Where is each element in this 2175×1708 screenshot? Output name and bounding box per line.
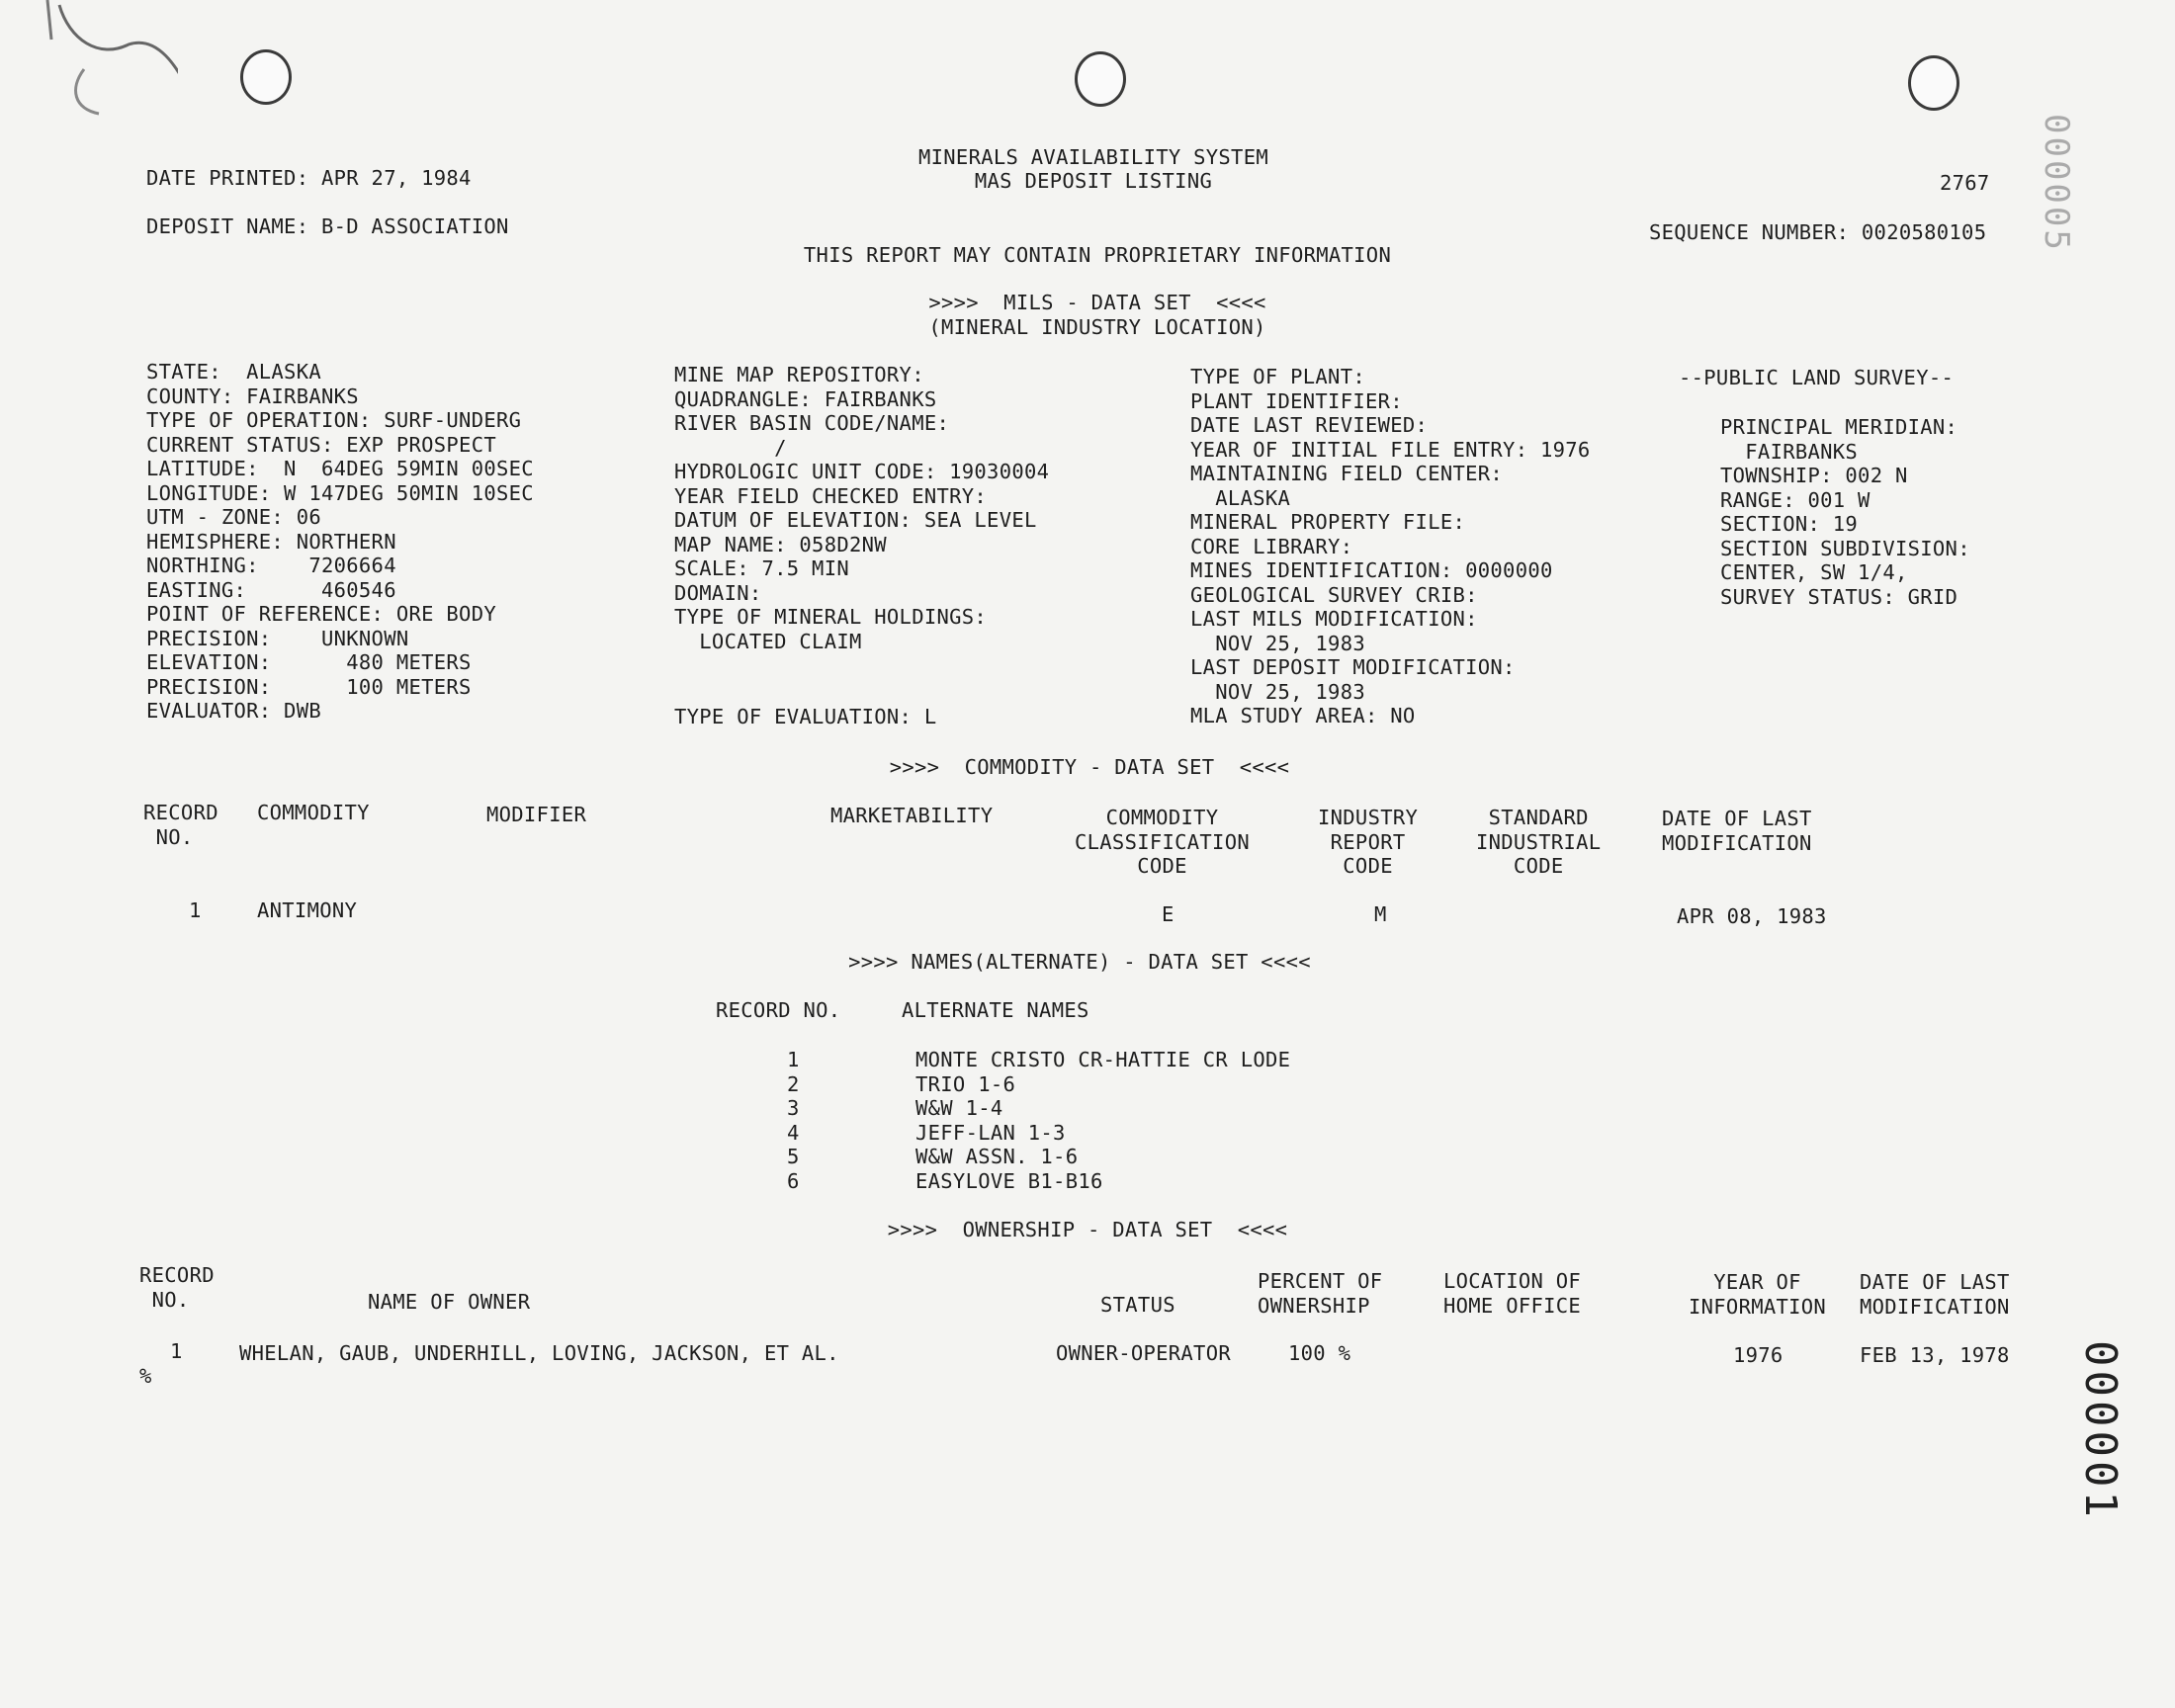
frame-stamp-top: 000005 xyxy=(2037,114,2076,253)
mils-field: PRINCIPAL MERIDIAN: xyxy=(1720,415,1958,439)
mils-field: MINERAL PROPERTY FILE: xyxy=(1190,510,1466,534)
mils-field: QUADRANGLE: FAIRBANKS xyxy=(674,386,937,411)
names-title: >>>> NAMES(ALTERNATE) - DATA SET <<<< xyxy=(848,950,1311,974)
ownership-header-date: DATE OF LAST MODIFICATION xyxy=(1860,1270,2010,1319)
mils-field: YEAR FIELD CHECKED ENTRY: xyxy=(674,483,988,508)
deposit-name: DEPOSIT NAME: B-D ASSOCIATION xyxy=(146,214,509,238)
punch-hole-right xyxy=(1908,55,1959,111)
commodity-classification: E xyxy=(1162,902,1174,926)
alternate-name-number: 3 xyxy=(787,1096,800,1120)
mils-field: SCALE: 7.5 MIN xyxy=(674,556,849,580)
mils-field: LATITUDE: N 64DEG 59MIN 00SEC xyxy=(146,457,534,480)
alternate-name-number: 2 xyxy=(787,1071,800,1096)
alternate-name: JEFF-LAN 1-3 xyxy=(915,1120,1066,1145)
names-header-names: ALTERNATE NAMES xyxy=(902,998,1089,1022)
sequence-number: SEQUENCE NUMBER: 0020580105 xyxy=(1649,220,1987,244)
ownership-header-owner: NAME OF OWNER xyxy=(368,1290,531,1314)
mils-field: SURVEY STATUS: GRID xyxy=(1720,584,1958,609)
mils-field: NOV 25, 1983 xyxy=(1190,679,1365,704)
date-printed: DATE PRINTED: APR 27, 1984 xyxy=(146,166,472,190)
mils-field: POINT OF REFERENCE: ORE BODY xyxy=(146,602,496,626)
corner-scribble xyxy=(40,0,178,128)
mils-field: MAP NAME: 058D2NW xyxy=(674,532,887,556)
commodity-name: ANTIMONY xyxy=(257,898,358,922)
mils-field: TOWNSHIP: 002 N xyxy=(1720,464,1908,487)
proprietary-notice: THIS REPORT MAY CONTAIN PROPRIETARY INFORMATION xyxy=(803,243,1392,267)
mils-field: CORE LIBRARY: xyxy=(1190,534,1353,558)
mils-field: GEOLOGICAL SURVEY CRIB: xyxy=(1190,582,1478,607)
ownership-date: FEB 13, 1978 xyxy=(1860,1343,2010,1367)
commodity-header-sic: STANDARD INDUSTRIAL CODE xyxy=(1476,806,1602,878)
listing-title: MAS DEPOSIT LISTING xyxy=(974,169,1213,193)
mils-field: PRECISION: 100 METERS xyxy=(146,674,472,699)
mils-field: UTM - ZONE: 06 xyxy=(146,505,321,529)
mils-field: MLA STUDY AREA: NO xyxy=(1190,704,1416,727)
mils-field: / xyxy=(674,435,787,460)
mils-field: SECTION SUBDIVISION: xyxy=(1720,536,1970,560)
commodity-header-industry: INDUSTRY REPORT CODE xyxy=(1318,806,1419,878)
mils-field: RANGE: 001 W xyxy=(1720,487,1870,512)
mils-field: YEAR OF INITIAL FILE ENTRY: 1976 xyxy=(1190,437,1591,462)
mils-title: >>>> MILS - DATA SET <<<< xyxy=(928,291,1266,314)
alternate-name: W&W 1-4 xyxy=(915,1096,1003,1120)
public-land-survey-title: --PUBLIC LAND SURVEY-- xyxy=(1679,366,1955,389)
ownership-header-record: RECORD NO. xyxy=(139,1263,215,1312)
mils-field: SECTION: 19 xyxy=(1720,512,1859,536)
mils-field: MAINTAINING FIELD CENTER: xyxy=(1190,462,1504,485)
mils-field: FAIRBANKS xyxy=(1720,439,1859,464)
alternate-name: MONTE CRISTO CR-HATTIE CR LODE xyxy=(915,1048,1291,1071)
mils-field: EVALUATOR: DWB xyxy=(146,699,321,723)
ownership-percent: 100 % xyxy=(1288,1341,1351,1365)
ownership-year: 1976 xyxy=(1733,1343,1784,1367)
mils-subtitle: (MINERAL INDUSTRY LOCATION) xyxy=(928,315,1266,339)
alternate-name-number: 6 xyxy=(787,1168,800,1193)
ownership-header-year: YEAR OF INFORMATION xyxy=(1689,1270,1827,1319)
alternate-name: TRIO 1-6 xyxy=(915,1071,1016,1096)
frame-stamp-bottom: 000001 xyxy=(2075,1340,2126,1521)
mils-field: DATE LAST REVIEWED: xyxy=(1190,413,1429,437)
mils-field: TYPE OF MINERAL HOLDINGS: xyxy=(674,605,988,629)
mils-field: LOCATED CLAIM xyxy=(674,629,862,653)
system-title: MINERALS AVAILABILITY SYSTEM xyxy=(918,145,1268,169)
mils-field: HEMISPHERE: NORTHERN xyxy=(146,529,396,554)
mils-field: TYPE OF PLANT: xyxy=(1190,365,1365,388)
alternate-name-number: 1 xyxy=(787,1048,800,1071)
mils-field: MINES IDENTIFICATION: 0000000 xyxy=(1190,558,1553,582)
commodity-date: APR 08, 1983 xyxy=(1677,904,1827,928)
mils-field: COUNTY: FAIRBANKS xyxy=(146,384,359,408)
mils-field: LAST DEPOSIT MODIFICATION: xyxy=(1190,655,1516,679)
mils-field: MINE MAP REPOSITORY: xyxy=(674,363,924,386)
punch-hole-left xyxy=(240,49,292,105)
trailing-percent-mark: % xyxy=(139,1364,152,1388)
mils-field: LAST MILS MODIFICATION: xyxy=(1190,607,1478,631)
mils-field: TYPE OF OPERATION: SURF-UNDERG xyxy=(146,408,522,432)
mils-field: TYPE OF EVALUATION: L xyxy=(674,705,937,728)
mils-field: DOMAIN: xyxy=(674,580,762,605)
page-number: 2767 xyxy=(1940,171,1990,195)
mils-field: ELEVATION: 480 METERS xyxy=(146,650,472,674)
mils-field: RIVER BASIN CODE/NAME: xyxy=(674,411,950,435)
mils-field: LONGITUDE: W 147DEG 50MIN 10SEC xyxy=(146,480,534,505)
mils-field: PRECISION: UNKNOWN xyxy=(146,626,409,650)
commodity-header-classification: COMMODITY CLASSIFICATION CODE xyxy=(1075,806,1250,878)
mils-field: PLANT IDENTIFIER: xyxy=(1190,388,1403,413)
ownership-header-status: STATUS xyxy=(1100,1293,1175,1317)
mils-field: NORTHING: 7206664 xyxy=(146,554,396,577)
alternate-name: EASYLOVE B1-B16 xyxy=(915,1168,1103,1193)
punch-hole-center xyxy=(1075,51,1126,107)
mils-field: CENTER, SW 1/4, xyxy=(1720,560,1908,584)
ownership-header-percent: PERCENT OF OWNERSHIP xyxy=(1258,1269,1383,1318)
alternate-name-number: 4 xyxy=(787,1120,800,1145)
mils-field: STATE: ALASKA xyxy=(146,360,321,384)
commodity-header-commodity: COMMODITY xyxy=(257,801,370,824)
commodity-header-record: RECORD NO. xyxy=(143,801,218,849)
mils-field: HYDROLOGIC UNIT CODE: 19030004 xyxy=(674,460,1050,483)
ownership-title: >>>> OWNERSHIP - DATA SET <<<< xyxy=(887,1218,1288,1241)
commodity-header-date: DATE OF LAST MODIFICATION xyxy=(1662,807,1812,855)
mils-field: CURRENT STATUS: EXP PROSPECT xyxy=(146,432,496,457)
commodity-header-modifier: MODIFIER xyxy=(486,803,587,826)
ownership-record: 1 xyxy=(170,1339,183,1363)
mils-field: ALASKA xyxy=(1190,485,1291,510)
ownership-header-location: LOCATION OF HOME OFFICE xyxy=(1443,1269,1582,1318)
commodity-record: 1 xyxy=(189,898,202,922)
commodity-header-marketability: MARKETABILITY xyxy=(830,804,994,827)
owner-name: WHELAN, GAUB, UNDERHILL, LOVING, JACKSON, ET AL. xyxy=(239,1341,839,1365)
mils-field: EASTING: 460546 xyxy=(146,577,396,602)
ownership-status: OWNER-OPERATOR xyxy=(1056,1341,1231,1365)
mils-field: NOV 25, 1983 xyxy=(1190,631,1365,655)
names-header-record: RECORD NO. xyxy=(716,998,841,1022)
commodity-title: >>>> COMMODITY - DATA SET <<<< xyxy=(889,755,1290,779)
alternate-name-number: 5 xyxy=(787,1145,800,1168)
commodity-industry: M xyxy=(1374,902,1387,926)
mils-field: DATUM OF ELEVATION: SEA LEVEL xyxy=(674,508,1037,532)
alternate-name: W&W ASSN. 1-6 xyxy=(915,1145,1079,1168)
